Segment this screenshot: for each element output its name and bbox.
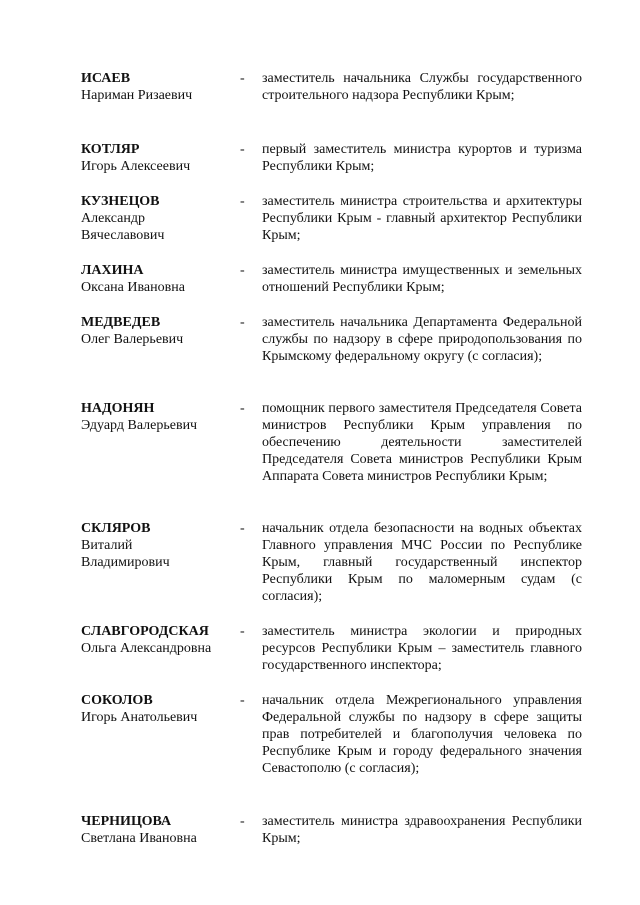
dash-separator: - [240,263,245,278]
member-name [81,141,231,175]
member-given-name: Владимирович [81,555,170,570]
member-given-name: Ольга Александровна [81,641,212,656]
member-name [81,692,231,726]
member-role: заместитель министра экологии и природных ресурсов Республики Крым – заместитель главного государственного инспектора; [262,624,582,673]
member-role: заместитель начальника Службы государственного строительного надзора Республики Крым; [262,71,582,103]
member-given-name: Эдуард Валерьевич [81,418,198,433]
member-surname: СЛАВГОРОДСКАЯ [81,624,209,639]
member-surname: ЧЕРНИЦОВА [81,814,172,829]
dash-separator: - [240,624,245,639]
member-name [81,623,231,657]
dash-separator: - [240,194,245,209]
member-name [81,813,231,847]
member-role: помощник первого заместителя Председателя Совета министров Республики Крым управления по обеспечению деятельности заместителей Председателя Совета министров Республики Крым Аппарата Совета министров Республики Крым; [262,401,582,484]
member-given-name: Олег Валерьевич [81,332,184,347]
member-given-name: Виталий [81,538,133,553]
dash-separator: - [240,142,245,157]
member-surname: ЛАХИНА [81,263,144,278]
member-role: первый заместитель министра курортов и туризма Республики Крым; [262,142,582,174]
member-surname: НАДОНЯН [81,401,155,416]
member-surname: ИСАЕВ [81,71,131,86]
member-given-name: Вячеславович [81,228,165,243]
member-given-name: Нариман Ризаевич [81,88,193,103]
member-name [81,193,231,244]
member-surname: СОКОЛОВ [81,693,153,708]
dash-separator: - [240,71,245,86]
member-name [81,520,231,571]
member-surname: МЕДВЕДЕВ [81,315,161,330]
member-surname: КУЗНЕЦОВ [81,194,160,209]
dash-separator: - [240,693,245,708]
member-role: заместитель министра имущественных и земельных отношений Республики Крым; [262,263,582,295]
member-given-name: Игорь Алексеевич [81,159,191,174]
member-name [81,400,231,434]
member-given-name: Игорь Анатольевич [81,710,198,725]
member-role: заместитель министра здравоохранения Республики Крым; [262,814,582,846]
member-given-name: Оксана Ивановна [81,280,185,295]
dash-separator: - [240,315,245,330]
member-surname: КОТЛЯР [81,142,140,157]
member-given-name: Александр [81,211,145,226]
member-name [81,262,231,296]
dash-separator: - [240,521,245,536]
member-name [81,70,231,104]
member-role: начальник отдела Межрегионального управления Федеральной службы по надзору в сфере защиты прав потребителей и благополучия человека по Республике Крым и городу федерального значения Севастополю (с согласия); [262,693,582,776]
member-given-name: Светлана Ивановна [81,831,197,846]
dash-separator: - [240,814,245,829]
member-role: начальник отдела безопасности на водных объектах Главного управления МЧС России по Республике Крым, главный государственный инспектор Республики Крым по маломерным судам (с согласия); [262,521,582,604]
dash-separator: - [240,401,245,416]
member-name [81,314,231,348]
member-role: заместитель начальника Департамента Федеральной службы по надзору в сфере природопользования по Крымскому федеральному округу (с согласия); [262,315,582,364]
member-surname: СКЛЯРОВ [81,521,151,536]
member-role: заместитель министра строительства и архитектуры Республики Крым - главный архитектор Республики Крым; [262,194,582,243]
